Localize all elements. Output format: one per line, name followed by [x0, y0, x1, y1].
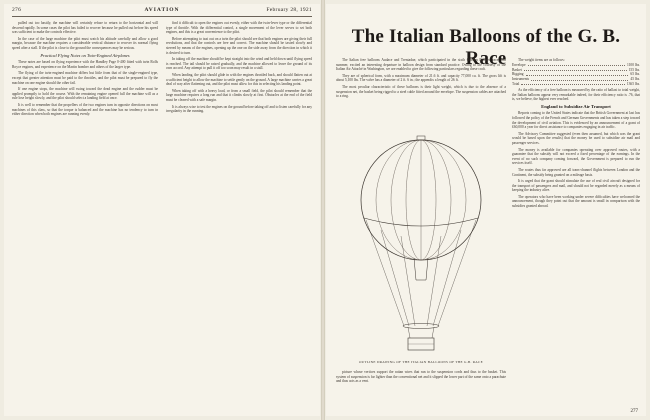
- weight-value: 45 lbs.: [630, 77, 640, 82]
- paragraph: Before attempting to taxi out on a twin the pilot should see that both engines are giving their full revolutions, and that the controls are free and correct. The machine should be taxied slowly and steered by means of the engines, opening up the one on the side away from the direction in which it is desired to turn.: [166, 36, 312, 55]
- paragraph: In the case of the large machine the pilot must watch his altitude carefully and allow a good margin, because the machine requires a considerable vertical distance to recover its normal flying speed after a stall. If the pilot is close to the ground the consequences may be serious.: [12, 36, 158, 50]
- weight-item: Basket: [512, 67, 522, 72]
- weights-title: The weight items are as follows:: [518, 58, 565, 62]
- paragraph: These notes are based on flying experience with the Handley Page 0-400 fitted with twin Rolls Royce engines, and experience on the Martin bomber and others of the larger type.: [12, 60, 158, 69]
- paragraph: The Advisory Committee suggested (even then assumed, but which was the grant would be based upon the results) that the money be used to subsidize air mail and passenger services.: [512, 131, 640, 145]
- paragraph: In taking off the machine should be kept straight into the wind and held down until flying speed is reached. The tail should be raised gradually, and the machine allowed to leave the ground of its own accord. Any attempt to pull it off too soon may result in a stall.: [166, 57, 312, 71]
- paragraph: It is always wise to test the engines on the ground before taking off and to listen carefully for any irregularity in the running.: [166, 104, 312, 114]
- right-page: [326, 4, 646, 416]
- caption-body-column: [336, 370, 506, 414]
- paragraph: The most peculiar characteristic of these balloons is their light weight, which is due to the absence of a suspension net, the basket being rigged to a steel cable fitted around the envelope. The suspension cables are attached to a ring.: [336, 84, 506, 99]
- paragraph: find it difficult to open the engines out evenly, either with the twin-lever type or the differential type of throttle. With the differential control, a single movement of the lever serves to set both engines, and this is a great convenience to the pilot.: [166, 21, 312, 35]
- balloon-outline-drawing: [336, 130, 506, 358]
- balloon-figure: [336, 130, 506, 358]
- paragraph: When landing, the pilot should glide in with the engines throttled back, and should flatten out at a sufficient height to allow the machine to settle gently on the ground. A large machine carries a great deal of way after flattening out, and the pilot must allow for this in selecting his landing point.: [166, 72, 312, 87]
- paragraph: The flying of the twin-engined machine differs but little from that of the single-engined type, except that greater attention must be paid to the throttles, and the pilot must be prepared to fly the machine on one engine should the other fail.: [12, 71, 158, 85]
- left-column-1: [12, 21, 158, 413]
- page-number-left: 276: [12, 7, 22, 13]
- paragraph: It is well to remember that the propellers of the two engines turn in opposite directions on most machines of this class, so that the torque is balanced and the machine has no tendency to turn in either direction when both engines are running evenly.: [12, 102, 158, 117]
- paragraph: Reports coming to the United States indicate that the British Government at last has followed the policy of the French and German Governments and has taken a step toward the development of civil aviation. This is evidenced by an announcement of a grant of £60,000 a year for direct assistance to companies engaging in air traffic.: [512, 111, 640, 130]
- intro-column: [336, 58, 506, 128]
- publication-name: AVIATION: [144, 7, 180, 13]
- weight-item: Envelope: [512, 62, 526, 67]
- paragraph: picture whose vertices support the rattan wires that run to the suspension cords and thus to the basket. This system of suspension is far lighter than the conventional net and it slipped the lower part of the same onto a parachute and thus acts as a vent.: [336, 370, 506, 384]
- section-subhead: Practical Flying Notes on Twin-Engined Airplanes: [40, 52, 130, 58]
- spine-gutter: [321, 0, 325, 420]
- paragraph: The routes thus far approved are all trans-channel flights between London and the Continent, the subsidy being granted on a mileage basis.: [512, 167, 640, 177]
- weight-value: 1100 lbs.: [626, 62, 640, 67]
- figure-caption: OUTLINE DRAWING OF THE ITALIAN BALLOONS OF THE G.B. RACE: [359, 360, 483, 364]
- weight-value: 1365 lbs.: [626, 81, 640, 86]
- paragraph: When taking off with a heavy load, or from a small field, the pilot should remember that the large machine requires a long run and that it climbs slowly at first. Obstacles at the end of the field must be cleared with a safe margin.: [166, 88, 312, 102]
- paragraph: The Italian free balloons Audace and Trentadue, which participated in the sixth Gordon Bennett race, last summer, excited an interesting departure in balloon design from standard practice. Owing to the courtesy of the Italian Air Attaché in Washington, we are enabled to give the following particulars regarding these craft.: [336, 58, 506, 72]
- header-rule-left: [12, 16, 312, 17]
- paragraph: pulled out too hastily, the machine will certainly refuse to return to the horizontal and will descend rapidly. In some cases the pilot has failed to recover because he pulled out before his speed was sufficient to make the controls effective.: [12, 21, 158, 35]
- weight-value: 155 lbs.: [628, 67, 640, 72]
- weights-table: [512, 58, 640, 87]
- paragraph: The operators who have been working under severe difficulties have welcomed the announcement, though they point out that the amount is small in comparison with the subsidies granted abroad.: [512, 194, 640, 209]
- article-title: The Italian Balloons of the G. B. Race: [351, 26, 621, 69]
- paragraph: As the efficiency of a free balloon is measured by the ratio of ballast to total weight, the Italian balloons appear very remarkable indeed, for their efficiency ratio is .76, that is, we believe, the highest ever reached.: [512, 88, 640, 102]
- left-column-2: [166, 21, 312, 413]
- page-number-right: 277: [630, 409, 638, 414]
- right-column: [512, 88, 640, 412]
- paragraph: They are of spherical form, with a maximum diameter of 21.6 ft. and capacity 77,000 cu. ft. The gross lift is about 5,100 lbs. The valve has a diameter of 2 ft. 6 in.; the appendix a length of 26 ft.: [336, 73, 506, 83]
- paragraph: The money is available for companies operating over approved routes, with a guarantee that the subsidy will not exceed a fixed percentage of the earnings. In the event of no such company coming forward, the Government is prepared to run the services itself.: [512, 147, 640, 166]
- paragraph: It is urged that the grant should stimulate the use of real civil aircraft designed for the transport of passengers and mail, and should not be regarded merely as a means of keeping the industry alive.: [512, 179, 640, 193]
- issue-date: February 28, 1921: [266, 7, 312, 13]
- paragraph: If one engine stops, the machine will swing toward the dead engine and the rudder must be applied promptly to hold the course. With the remaining engine opened full the machine will as a rule lose height slowly, and the pilot should select a landing field at once.: [12, 87, 158, 101]
- weight-item: Rigging: [512, 72, 524, 77]
- left-page: [4, 4, 320, 416]
- weight-value: 65 lbs.: [630, 72, 640, 77]
- weight-row: [512, 82, 640, 87]
- weight-item: Total: [512, 81, 520, 86]
- section-heading: England to Subsidize Air Transport: [541, 103, 611, 109]
- weight-item: Instruments: [512, 77, 529, 82]
